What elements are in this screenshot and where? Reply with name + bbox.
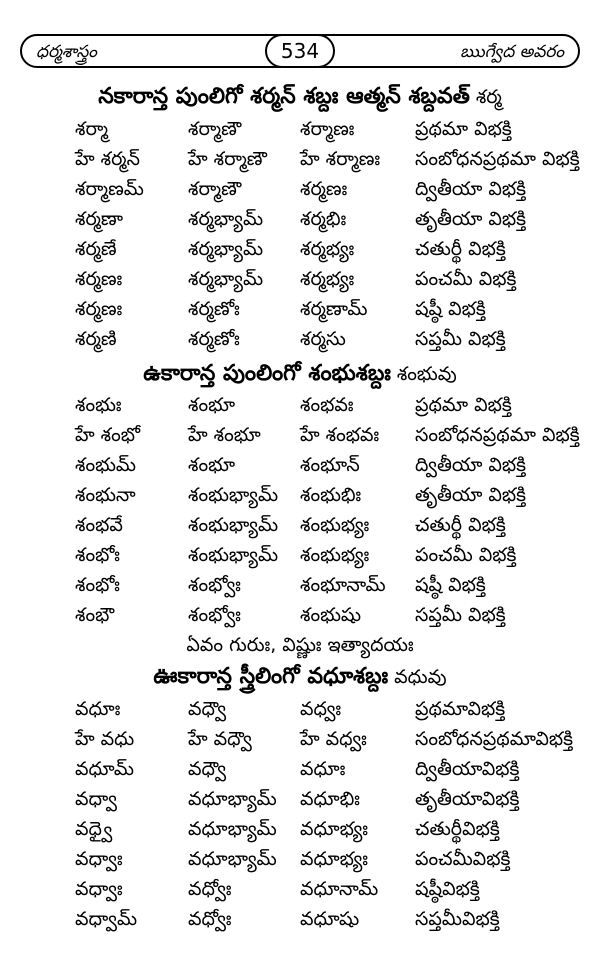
case-name: షష్ఠీవిభక్తి [415, 878, 480, 900]
dual-form: శంభూ [188, 394, 236, 416]
section-title-shambhu [0, 361, 600, 391]
singular-form: శర్మణే [75, 238, 117, 260]
plural-form: శర్మణః [300, 178, 348, 200]
table-row [0, 574, 600, 604]
dual-form: శంభూ [188, 454, 236, 476]
plural-form: శంభుభ్యః [300, 514, 370, 536]
dual-form: శంభ్వోః [188, 604, 241, 626]
dual-form: వధ్వోః [188, 908, 232, 930]
dual-form: వధూభ్యామ్ [188, 818, 277, 840]
dual-form: హే వధ్వౌ [188, 728, 252, 750]
singular-form: వధ్వాః [75, 848, 123, 870]
singular-form: శంభౌ [75, 604, 115, 626]
case-name: సంబోధనప్రథమా విభక్తి [415, 424, 580, 446]
plural-form: శర్మాణః [300, 118, 355, 140]
case-name: ద్వితీయా విభక్తి [415, 178, 527, 200]
case-name: సంబోధనప్రథమా విభక్తి [415, 148, 580, 170]
singular-form: శంభుః [75, 394, 122, 416]
table-row [0, 454, 600, 484]
table-row [0, 848, 600, 878]
case-name: తృతీయావిభక్తి [415, 788, 520, 810]
dual-form: శర్మభ్యామ్ [188, 268, 264, 290]
table-row [0, 118, 600, 148]
singular-form: శంభోః [75, 544, 120, 566]
plural-form: శర్మణామ్ [300, 298, 368, 320]
table-row [0, 268, 600, 298]
section-heading: ఉకారాన్త పుంలింగో శంభుశబ్దః [143, 361, 391, 386]
table-row [0, 148, 600, 178]
dual-form: శంభుభ్యామ్ [188, 544, 279, 566]
dual-form: శర్మాణౌ [188, 118, 242, 140]
plural-form: శంభూనామ్ [300, 574, 386, 596]
plural-form: వధూభిః [300, 788, 360, 810]
case-name: ప్రథమావిభక్తి [415, 698, 506, 720]
dual-form: శర్మభ్యామ్ [188, 208, 264, 230]
dual-form: శర్మాణౌ [188, 178, 242, 200]
table-row [0, 878, 600, 908]
singular-form: శంభుమ్ [75, 454, 137, 476]
plural-form: వధూభ్యః [300, 818, 368, 840]
dual-form: వధ్వౌ [188, 698, 227, 720]
table-row [0, 178, 600, 208]
singular-form: హే వధు [75, 728, 135, 750]
singular-form: వధూః [75, 698, 121, 720]
plural-form: వధూనామ్ [300, 878, 379, 900]
dual-form: వధ్వోః [188, 878, 232, 900]
singular-form: వధ్వామ్ [75, 908, 138, 930]
plural-form: శంభుషు [300, 604, 362, 626]
plural-form: శర్మభ్యః [300, 238, 355, 260]
similar-words-note: ఏవం గురుః, విష్ణుః ఇత్యాదయః [186, 634, 414, 656]
case-name: ప్రథమా విభక్తి [415, 394, 512, 416]
plural-form: శంభవః [300, 394, 354, 416]
table-row [0, 208, 600, 238]
case-name: తృతీయా విభక్తి [415, 208, 527, 230]
dual-form: శర్మణోః [188, 328, 240, 350]
plural-form: హే వధ్వః [300, 728, 367, 750]
section-title-sharman [0, 84, 600, 114]
case-name: షష్ఠీ విభక్తి [415, 298, 486, 320]
case-name: చతుర్థీ విభక్తి [415, 238, 506, 260]
table-row [0, 604, 600, 634]
section-title-vadhu [0, 664, 600, 694]
case-name: సప్తమీ విభక్తి [415, 604, 506, 626]
table-row [0, 728, 600, 758]
table-row [0, 514, 600, 544]
section-meaning: శంభువు [396, 363, 457, 385]
dual-form: వధూభ్యామ్ [188, 788, 277, 810]
table-row [0, 818, 600, 848]
case-name: ద్వితీయా విభక్తి [415, 454, 527, 476]
plural-form: శర్మభిః [300, 208, 347, 230]
singular-form: శర్మాణమ్ [75, 178, 144, 200]
table-row [0, 758, 600, 788]
plural-form: హే శర్మాణః [300, 148, 381, 170]
singular-form: వధ్వా [75, 788, 117, 810]
dual-form: శర్మభ్యామ్ [188, 238, 264, 260]
singular-form: శర్మణా [75, 208, 124, 230]
plural-form: వధూః [300, 758, 346, 780]
case-name: సప్తమీవిభక్తి [415, 908, 500, 930]
plural-form: వధ్వః [300, 698, 342, 720]
dual-form: హే శంభూ [188, 424, 261, 446]
header-book-title: ధర్మశాస్త్రం [36, 42, 97, 62]
section-meaning: వధువు [394, 666, 447, 688]
dual-form: వధూభ్యామ్ [188, 848, 277, 870]
case-name: షష్ఠీ విభక్తి [415, 574, 486, 596]
table-row [0, 328, 600, 358]
plural-form: శంభుభిః [300, 484, 362, 506]
case-name: తృతీయా విభక్తి [415, 484, 527, 506]
section-meaning: శర్మ [475, 86, 502, 108]
case-name: సప్తమీ విభక్తి [415, 328, 506, 350]
header-chapter-title: ఋగ్వేద అవరం [460, 42, 564, 62]
singular-form: శంభవే [75, 514, 123, 536]
case-name: ప్రథమా విభక్తి [415, 118, 512, 140]
singular-form: శంభోః [75, 574, 120, 596]
dual-form: వధ్వౌ [188, 758, 227, 780]
section-heading: ఊకారాన్త స్త్రీలింగో వధూశబ్దః [153, 664, 389, 689]
table-row [0, 298, 600, 328]
dual-form: శర్మణోః [188, 298, 240, 320]
table-row [0, 484, 600, 514]
singular-form: వధ్వాః [75, 878, 123, 900]
case-name: సంబోధనప్రథమావిభక్తి [415, 728, 574, 750]
singular-form: హే శర్మన్ [75, 148, 140, 170]
table-row [0, 394, 600, 424]
singular-form: హే శంభో [75, 424, 141, 446]
dual-form: శంభుభ్యామ్ [188, 514, 279, 536]
singular-form: వధూమ్ [75, 758, 135, 780]
case-name: ద్వితీయావిభక్తి [415, 758, 520, 780]
table-row [0, 698, 600, 728]
plural-form: శర్మభ్యః [300, 268, 355, 290]
singular-form: శంభునా [75, 484, 136, 506]
singular-form: శర్మణి [75, 328, 117, 350]
table-row [0, 424, 600, 454]
dual-form: శంభుభ్యామ్ [188, 484, 279, 506]
case-name: పంచమీవిభక్తి [415, 848, 511, 870]
singular-form: శర్మణః [75, 268, 123, 290]
singular-form: శర్మా [75, 118, 109, 140]
plural-form: హే శంభవః [300, 424, 380, 446]
case-name: చతుర్థీ విభక్తి [415, 514, 506, 536]
plural-form: శర్మసు [300, 328, 346, 350]
plural-form: వధూభ్యః [300, 848, 368, 870]
singular-form: వధ్వై [75, 818, 113, 840]
plural-form: శంభుభ్యః [300, 544, 370, 566]
dual-form: శంభ్వోః [188, 574, 241, 596]
plural-form: శంభూన్ [300, 454, 360, 476]
table-row [0, 908, 600, 938]
case-name: చతుర్థీవిభక్తి [415, 818, 500, 840]
table-row [0, 788, 600, 818]
dual-form: హే శర్మాణౌ [188, 148, 267, 170]
case-name: పంచమీ విభక్తి [415, 268, 517, 290]
section-heading: నకారాన్త పుంలిగో శర్మన్ శబ్దః ఆత్మన్ శబ్దవత్ [98, 84, 470, 109]
page-number: 534 [265, 34, 335, 68]
case-name: పంచమీ విభక్తి [415, 544, 517, 566]
plural-form: వధూషు [300, 908, 360, 930]
table-row [0, 544, 600, 574]
singular-form: శర్మణః [75, 298, 123, 320]
table-row [0, 238, 600, 268]
